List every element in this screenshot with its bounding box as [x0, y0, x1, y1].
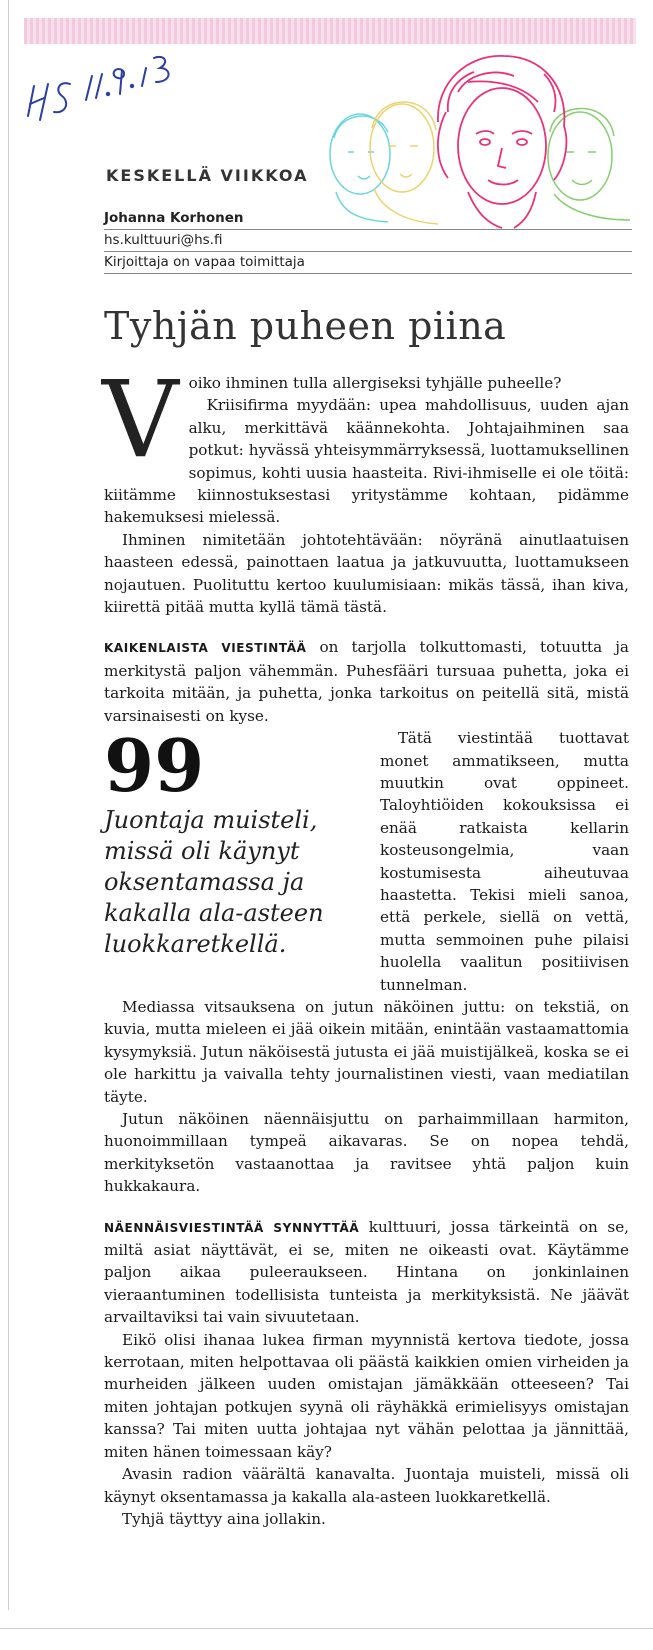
- section-lead-in: NÄENNÄISVIESTINTÄÄ SYNNYTTÄÄ: [104, 1220, 360, 1235]
- author-name: Johanna Korhonen: [104, 208, 632, 230]
- author-note: Kirjoittaja on vapaa toimittaja: [104, 252, 632, 274]
- section-lead-in: KAIKENLAISTA VIESTINTÄÄ: [104, 641, 307, 656]
- paragraph: Jutun näköinen näennäisjuttu on parhaimmillaan harmiton, huonoimmillaan tympeä aikavaras. Se on nopea tehdä, merkityksetön vastaanottaa ja ravitsee yhtä paljon kuin hukkakaura.: [104, 1110, 629, 1196]
- section-paragraph: [104, 636, 629, 727]
- scan-edge-bottom: [0, 1628, 653, 1629]
- column-kicker: KESKELLÄ VIIKKOA: [106, 166, 309, 185]
- quote-mark-icon: 99: [104, 723, 205, 809]
- paragraph: Kriisifirma myydään: upea mahdollisuus, uuden ajan alku, merkittävä käännekohta. Johtajaihminen saa potkut: hyvässä yhteisymmärryksessä, luottamuksellinen sopimus, kohti uusia haasteita. Rivi-ihmiselle ei ole töitä: kiitämme kiinnostuksestasi yritystämme kohtaan, pidämme hakemuksesi mielessä.: [104, 396, 629, 527]
- paragraph: Eikö olisi ihanaa lukea firman myynnistä kertova tiedote, jossa kerrotaan, miten helpottavaa oli päästä kaikkien omien virheiden ja murheiden jälkeen uuden omistajan jämäkkään otteeseen? Tai miten johtajan potkujen syynä oli räyhäkkä erimielisyys omistajan kanssa? Tai miten uutta johtajaa nyt vähän pelottaa ja jännittää, miten hänen toimessaan käy?: [104, 1330, 629, 1461]
- drop-cap: V: [102, 358, 179, 481]
- paragraph-intro-text: oiko ihminen tulla allergiseksi tyhjälle puheelle?: [188, 374, 562, 392]
- paragraph-text: on tarjolla tolkuttomasti, totuutta ja merkitystä paljon vähemmän. Puhesfääri tursuaa puhetta, joka ei tarkoita mitään, ja puhetta, jonka tarkoitus on peitellä sitä, mistä varsinaisesti on kyse.: [104, 638, 629, 725]
- article-body: [102, 358, 630, 1530]
- byline-block: [104, 208, 632, 274]
- author-email: hs.kulttuuri@hs.fi: [104, 230, 632, 252]
- paragraph: Mediassa vitsauksena on jutun näköinen juttu: on tekstiä, on kuvia, mutta mieleen ei jää oikein mitään, enintään vastaamattomia kysymyksiä. Jutun näköisestä jutusta ei jää muistijälkeä, koska se ei ole harkittu ja vaivalla tehty journalistinen viesti, vaan mediatilan täyte.: [104, 997, 629, 1106]
- section-paragraph: [104, 1216, 629, 1329]
- columnist-portrait-illustration: [318, 52, 636, 232]
- paragraph: Avasin radion väärältä kanavalta. Juontaja muisteli, missä oli käynyt oksentamassa ja kakalla ala-asteen luokkaretkellä.: [104, 1465, 629, 1506]
- paragraph-text: kulttuuri, jossa tärkeintä on se, miltä asiat näyttävät, ei se, miten ne oikeasti ovat. Käytämme paljon aikaa puleeraukseen. Hintana on jonkinlainen vieraantuminen todellisista tunteista ja merkityksistä. Ne jäävät arvailtaviksi tai vain sivuutetaan.: [104, 1217, 630, 1327]
- article-headline: Tyhjän puheen piina: [104, 304, 507, 348]
- closing-line: Tyhjä täyttyy aina jollakin.: [122, 1509, 326, 1528]
- pull-quote-text: Juontaja muisteli, missä oli käynyt oksentamassa ja kakalla ala-asteen luokkaretkellä.: [104, 806, 324, 959]
- paragraph: Ihminen nimitetään johtotehtävään: nöyränä ainutlaatuisen haasteen edessä, painottaen laatua ja jatkuvuutta, luottamukseen nojautuen. Puolituttu kertoo kuulumisiaan: mikäs tässä, ihan kiva, kiirettä pitää mutta kyllä tämä tästä.: [104, 530, 629, 617]
- paragraph: Tätä viestintää tuottavat monet ammatikseen, mutta muutkin ovat oppineet. Taloyhtiöiden kokouksissa ei enää ratkaista kellarin kosteusongelmia, vaan kostumisesta aiheutuvaa haastetta. Tekisi mieli sanoa, että perkele, siellä on vettä, mutta semmoinen puhe pilaisi huolella vaalitun positiivisen tunnelman.: [380, 729, 629, 994]
- scan-edge-left: [8, 0, 9, 1610]
- pull-quote: [104, 723, 366, 975]
- handwritten-annotation: [22, 28, 202, 138]
